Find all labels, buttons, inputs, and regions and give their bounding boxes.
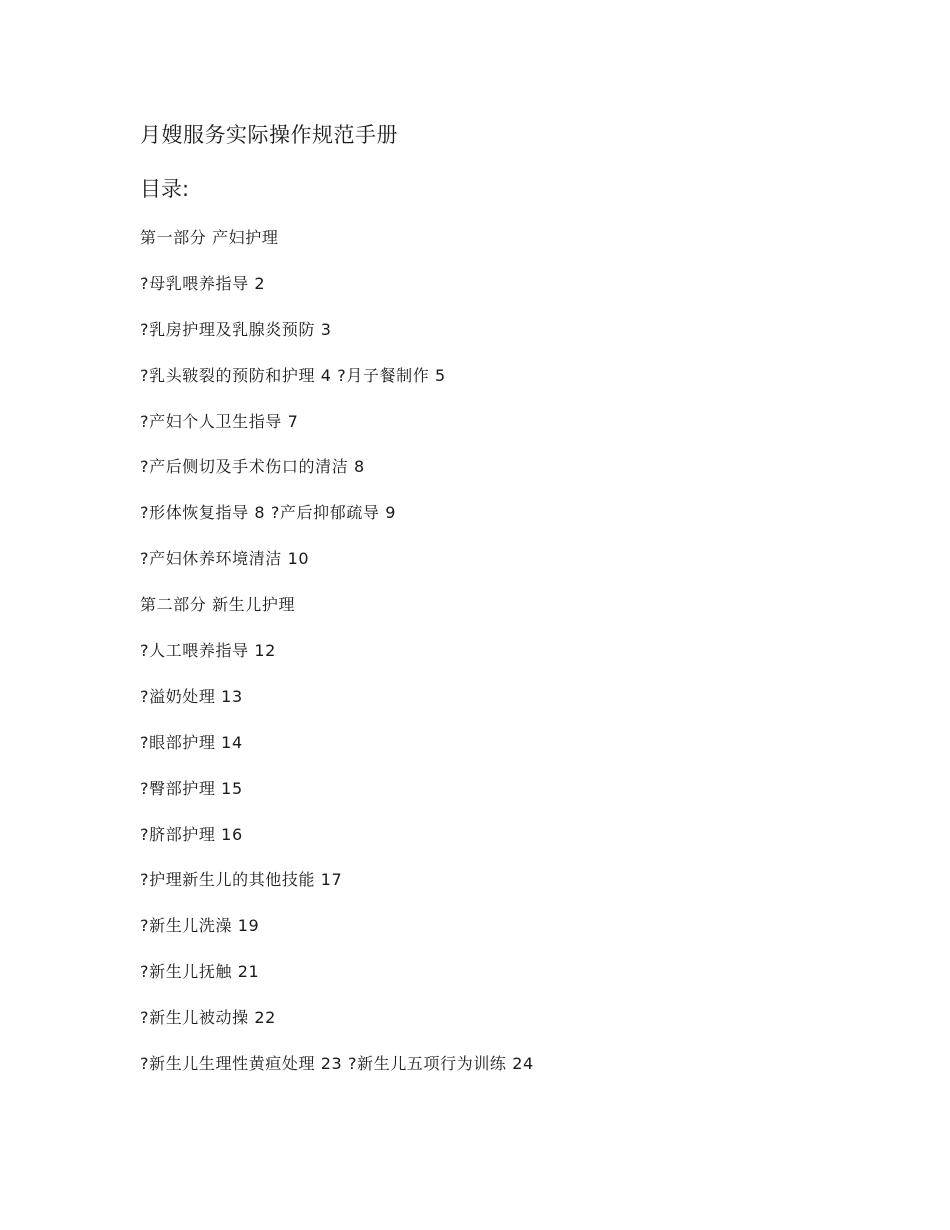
- toc-entry: ?护理新生儿的其他技能 17: [140, 870, 343, 890]
- toc-heading: 目录:: [140, 177, 190, 201]
- toc-entry: ?新生儿被动操 22: [140, 1008, 276, 1028]
- toc-entry: ?产妇个人卫生指导 7: [140, 411, 299, 431]
- toc-entry: ?新生儿生理性黄疸处理 23 ?新生儿五项行为训练 24: [140, 1054, 534, 1074]
- toc-entry: ?形体恢复指导 8 ?产后抑郁疏导 9: [140, 503, 397, 523]
- toc-entry: ?新生儿抚触 21: [140, 962, 260, 982]
- toc-section-heading: 第一部分 产妇护理: [140, 228, 279, 247]
- document-title: 月嫂服务实际操作规范手册: [140, 123, 398, 147]
- toc-entry: ?脐部护理 16: [140, 824, 243, 844]
- toc-entry: ?溢奶处理 13: [140, 686, 243, 706]
- toc-entry: ?产妇休养环境清洁 10: [140, 549, 310, 569]
- toc-list: [140, 226, 534, 1098]
- toc-section-heading: 第二部分 新生儿护理: [140, 595, 296, 615]
- toc-entry: ?乳头皲裂的预防和护理 4 ?月子餐制作 5: [140, 365, 446, 385]
- toc-entry: ?眼部护理 14: [140, 732, 243, 752]
- toc-entry: ?乳房护理及乳腺炎预防 3: [140, 319, 332, 339]
- toc-entry: ?新生儿洗澡 19: [140, 916, 260, 936]
- toc-entry: ?臀部护理 15: [140, 778, 243, 798]
- toc-entry: ?产后侧切及手术伤口的清洁 8: [140, 457, 365, 477]
- toc-entry: ?人工喂养指导 12: [140, 641, 276, 661]
- toc-entry: ?母乳喂养指导 2: [140, 273, 266, 293]
